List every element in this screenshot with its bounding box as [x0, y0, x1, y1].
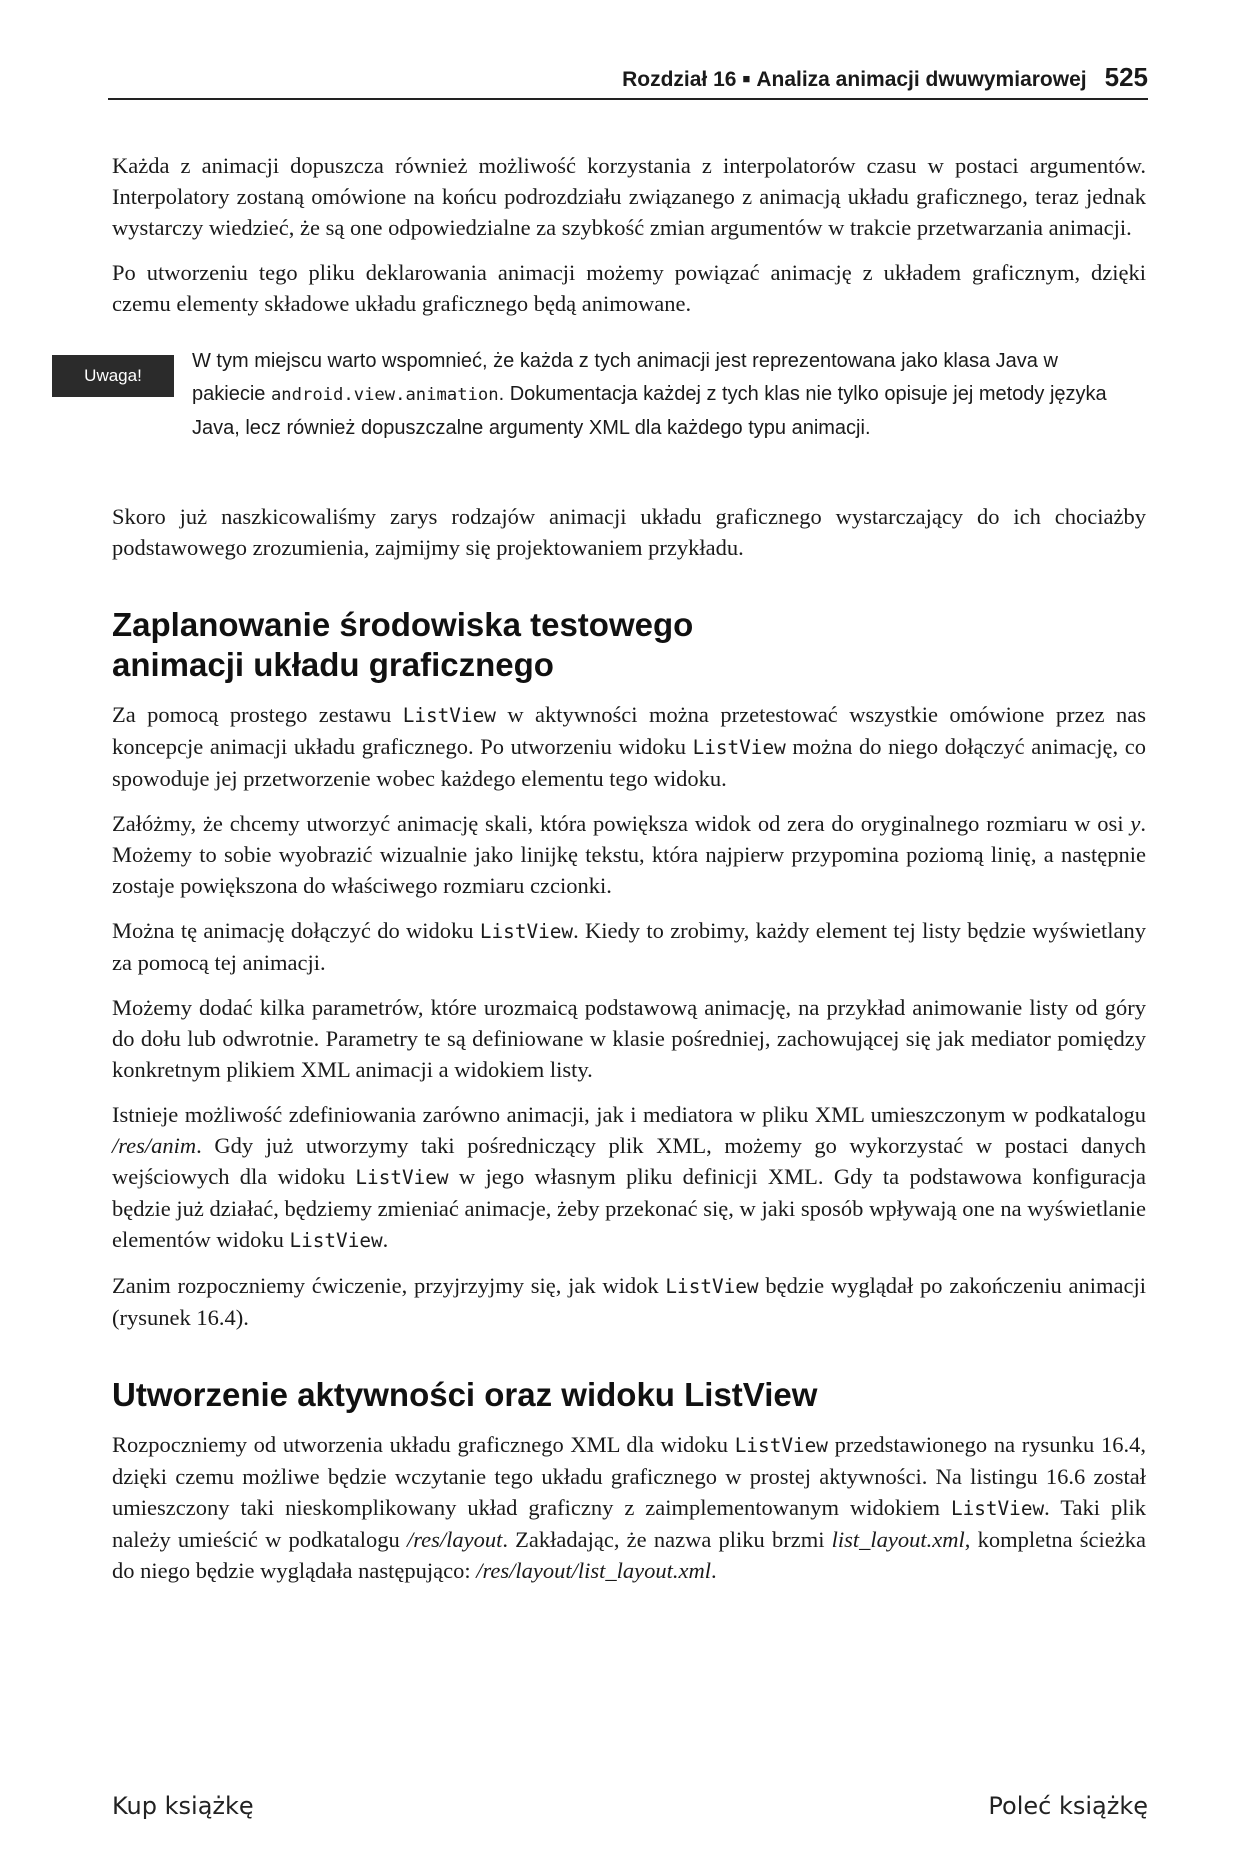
- note-text: [192, 345, 1112, 445]
- paragraph: [112, 808, 1146, 901]
- note-box: [84, 345, 1146, 473]
- page-number: 525: [1104, 62, 1148, 92]
- inline-code: ListView: [479, 920, 574, 943]
- heading-line: Zaplanowanie środowiska testowego: [112, 606, 694, 643]
- text-run: można do niego dołączyć animację, co spowoduje jej przetworzenie wobec każdego elementu tego widoku.: [112, 734, 1146, 791]
- text-run: Można tę animację dołączyć do widoku: [112, 918, 480, 943]
- inline-code: ListView: [950, 1497, 1045, 1520]
- inline-code: android.view.animation: [270, 385, 499, 405]
- paragraph: [112, 915, 1146, 978]
- italic-path: /res/anim: [112, 1133, 197, 1158]
- note-label: Uwaga!: [52, 355, 174, 397]
- text-run: w aktywności można przetestować wszystkie omówione przez nas koncepcje animacji układu graficznego. Po utworzeniu widoku: [112, 702, 1146, 759]
- note-text-part: W tym miejscu warto wspomnieć, że każda z tych animacji jest reprezentowana jako klasa Java w pakiecie: [192, 350, 1058, 405]
- paragraph: Skoro już naszkicowaliśmy zarys rodzajów animacji układu graficznego wystarczający do ich chociażby podstawowego zrozumienia, zajmijmy się projektowaniem przykładu.: [112, 504, 1146, 560]
- chapter-title: Analiza animacji dwuwymiarowej: [756, 68, 1087, 91]
- text-run: . Gdy już utworzymy taki pośredniczący plik XML, możemy go wykorzystać w postaci danych wejściowych dla widoku: [112, 1133, 1146, 1189]
- section-heading: [112, 605, 1146, 685]
- paragraph: Po utworzeniu tego pliku deklarowania animacji możemy powiązać animację z układem graficznym, dzięki czemu elementy składowe układu graficznego będą animowane.: [112, 260, 1146, 316]
- text-run: w jego własnym pliku definicji XML. Gdy ta podstawowa konfiguracja będzie już działać, będziemy zmieniać animacje, żeby przekonać się, w jaki sposób wpływają one na wyświetlanie elementów widoku: [112, 1164, 1146, 1252]
- inline-code: ListView: [289, 1229, 383, 1252]
- text-run: Istnieje możliwość zdefiniowania zarówno animacji, jak i mediatora w pliku XML umieszczonym w podkatalogu: [112, 1102, 1146, 1127]
- text-run: . Zakładając, że nazwa pliku brzmi: [502, 1527, 832, 1552]
- buy-book-link[interactable]: Kup książkę: [112, 1792, 254, 1820]
- paragraph: [112, 1099, 1146, 1256]
- text-run: , kompletna ścieżka do niego będzie wyglądała następująco:: [112, 1527, 1146, 1583]
- italic-text: y: [1130, 811, 1141, 836]
- heading-line: animacji układu graficznego: [112, 646, 554, 683]
- running-header: [108, 62, 1148, 100]
- italic-path: list_layout.xml: [831, 1527, 965, 1552]
- text-run: .: [382, 1227, 389, 1252]
- inline-code: ListView: [355, 1166, 449, 1189]
- inline-code: ListView: [665, 1275, 759, 1298]
- paragraph: Każda z animacji dopuszcza również możliwość korzystania z interpolatorów czasu w postaci argumentów. Interpolatory zostaną omówione na końcu podrozdziału związanego z animacją układu graficznego, teraz jednak wystarczy wiedzieć, że są one odpowiedzialne za szybkość zmian argumentów w trakcie przetwarzania animacji.: [112, 153, 1146, 240]
- square-bullet-icon: ■: [742, 71, 751, 86]
- text-run: Załóżmy, że chcemy utworzyć animację skali, która powiększa widok od zera do oryginalnego rozmiaru w osi: [112, 811, 1131, 836]
- text-run: . Kiedy to zrobimy, każdy element tej listy będzie wyświetlany za pomocą tej animacji.: [112, 918, 1146, 975]
- section-heading: Utworzenie aktywności oraz widoku ListView: [112, 1376, 818, 1413]
- chapter-label: Rozdział 16: [622, 68, 737, 91]
- paragraph: [112, 1270, 1146, 1333]
- page-body: [84, 150, 1147, 1600]
- paragraph: Możemy dodać kilka parametrów, które urozmaicą podstawową animację, na przykład animowanie listy od góry do dołu lub odwrotnie. Parametry te są definiowane w klasie pośredniej, zachowującej się jak mediator pomiędzy konkretnym plikiem XML animacji a widokiem listy.: [112, 995, 1146, 1082]
- text-run: . Możemy to sobie wyobrazić wizualnie jako linijkę tekstu, która najpierw przypomina poziomą linię, a następnie zostaje powiększona do właściwego rozmiaru czcionki.: [112, 811, 1146, 898]
- italic-path: /res/layout/list_layout.xml: [476, 1558, 712, 1583]
- paragraph: [112, 699, 1146, 794]
- text-run: . Taki plik należy umieścić w podkatalogu: [112, 1495, 1146, 1552]
- text-run: przedstawionego na rysunku 16.4, dzięki czemu możliwe będzie wczytanie tego układu graficznego w prostej aktywności. Na listingu 16.6 został umieszczony taki nieskomplikowany układ graficzny z zaimplementowanym widokiem: [112, 1432, 1147, 1520]
- text-run: Za pomocą prostego zestawu: [112, 702, 403, 727]
- italic-path: /res/layout: [406, 1527, 503, 1552]
- text-run: Rozpoczniemy od utworzenia układu graficznego XML dla widoku: [112, 1432, 735, 1457]
- inline-code: ListView: [402, 704, 496, 727]
- text-run: będzie wyglądał po zakończeniu animacji (rysunek 16.4).: [112, 1273, 1146, 1330]
- recommend-book-link[interactable]: Poleć książkę: [988, 1792, 1148, 1820]
- text-run: Zanim rozpoczniemy ćwiczenie, przyjrzyjmy się, jak widok: [112, 1273, 666, 1298]
- text-run: .: [711, 1558, 717, 1583]
- inline-code: ListView: [734, 1434, 828, 1457]
- note-text-part: . Dokumentacja każdej z tych klas nie tylko opisuje jej metody języka Java, lecz również dopuszczalne argumenty XML dla każdego typu animacji.: [192, 383, 1107, 439]
- inline-code: ListView: [692, 736, 786, 759]
- paragraph: [112, 1429, 1146, 1586]
